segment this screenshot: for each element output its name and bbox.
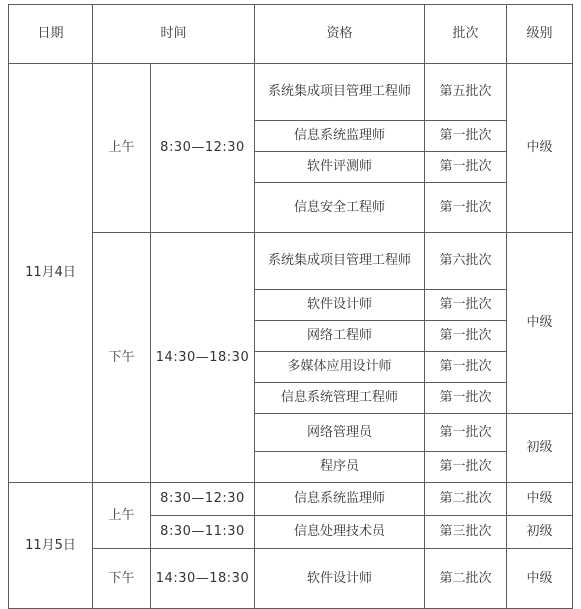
level-cell: 中级 (507, 549, 573, 609)
header-date: 日期 (9, 5, 93, 64)
period-cell: 上午 (93, 64, 151, 233)
batch-cell: 第一批次 (425, 352, 507, 383)
qualification-cell: 软件评测师 (255, 152, 425, 183)
time-cell: 8:30—12:30 (151, 64, 255, 233)
level-cell: 中级 (507, 483, 573, 516)
batch-cell: 第三批次 (425, 516, 507, 549)
qualification-cell: 信息系统监理师 (255, 121, 425, 152)
time-cell: 14:30—18:30 (151, 233, 255, 483)
period-cell: 下午 (93, 549, 151, 609)
qualification-cell: 多媒体应用设计师 (255, 352, 425, 383)
header-batch: 批次 (425, 5, 507, 64)
qualification-cell: 信息系统监理师 (255, 483, 425, 516)
level-cell: 中级 (507, 64, 573, 233)
qualification-cell: 网络工程师 (255, 321, 425, 352)
qualification-cell: 信息安全工程师 (255, 183, 425, 233)
level-cell: 初级 (507, 516, 573, 549)
batch-cell: 第二批次 (425, 549, 507, 609)
header-row (9, 5, 573, 64)
batch-cell: 第一批次 (425, 121, 507, 152)
level-cell: 初级 (507, 414, 573, 483)
time-cell: 8:30—12:30 (151, 483, 255, 516)
batch-cell: 第一批次 (425, 414, 507, 452)
exam-schedule-table (8, 4, 573, 609)
time-cell: 8:30—11:30 (151, 516, 255, 549)
header-qualification: 资格 (255, 5, 425, 64)
qualification-cell: 程序员 (255, 452, 425, 483)
date-cell: 11月4日 (9, 64, 93, 483)
period-cell: 上午 (93, 483, 151, 549)
qualification-cell: 软件设计师 (255, 549, 425, 609)
period-cell: 下午 (93, 233, 151, 483)
date-cell: 11月5日 (9, 483, 93, 609)
batch-cell: 第一批次 (425, 452, 507, 483)
header-level: 级别 (507, 5, 573, 64)
batch-cell: 第六批次 (425, 233, 507, 290)
qualification-cell: 系统集成项目管理工程师 (255, 64, 425, 121)
batch-cell: 第五批次 (425, 64, 507, 121)
qualification-cell: 系统集成项目管理工程师 (255, 233, 425, 290)
table-row (9, 64, 573, 121)
qualification-cell: 网络管理员 (255, 414, 425, 452)
header-time: 时间 (93, 5, 255, 64)
batch-cell: 第一批次 (425, 152, 507, 183)
table-row (9, 233, 573, 290)
qualification-cell: 信息系统管理工程师 (255, 383, 425, 414)
batch-cell: 第一批次 (425, 183, 507, 233)
batch-cell: 第二批次 (425, 483, 507, 516)
qualification-cell: 信息处理技术员 (255, 516, 425, 549)
batch-cell: 第一批次 (425, 321, 507, 352)
level-cell: 中级 (507, 233, 573, 414)
qualification-cell: 软件设计师 (255, 290, 425, 321)
batch-cell: 第一批次 (425, 290, 507, 321)
table-row (9, 549, 573, 609)
batch-cell: 第一批次 (425, 383, 507, 414)
time-cell: 14:30—18:30 (151, 549, 255, 609)
table-row (9, 483, 573, 516)
